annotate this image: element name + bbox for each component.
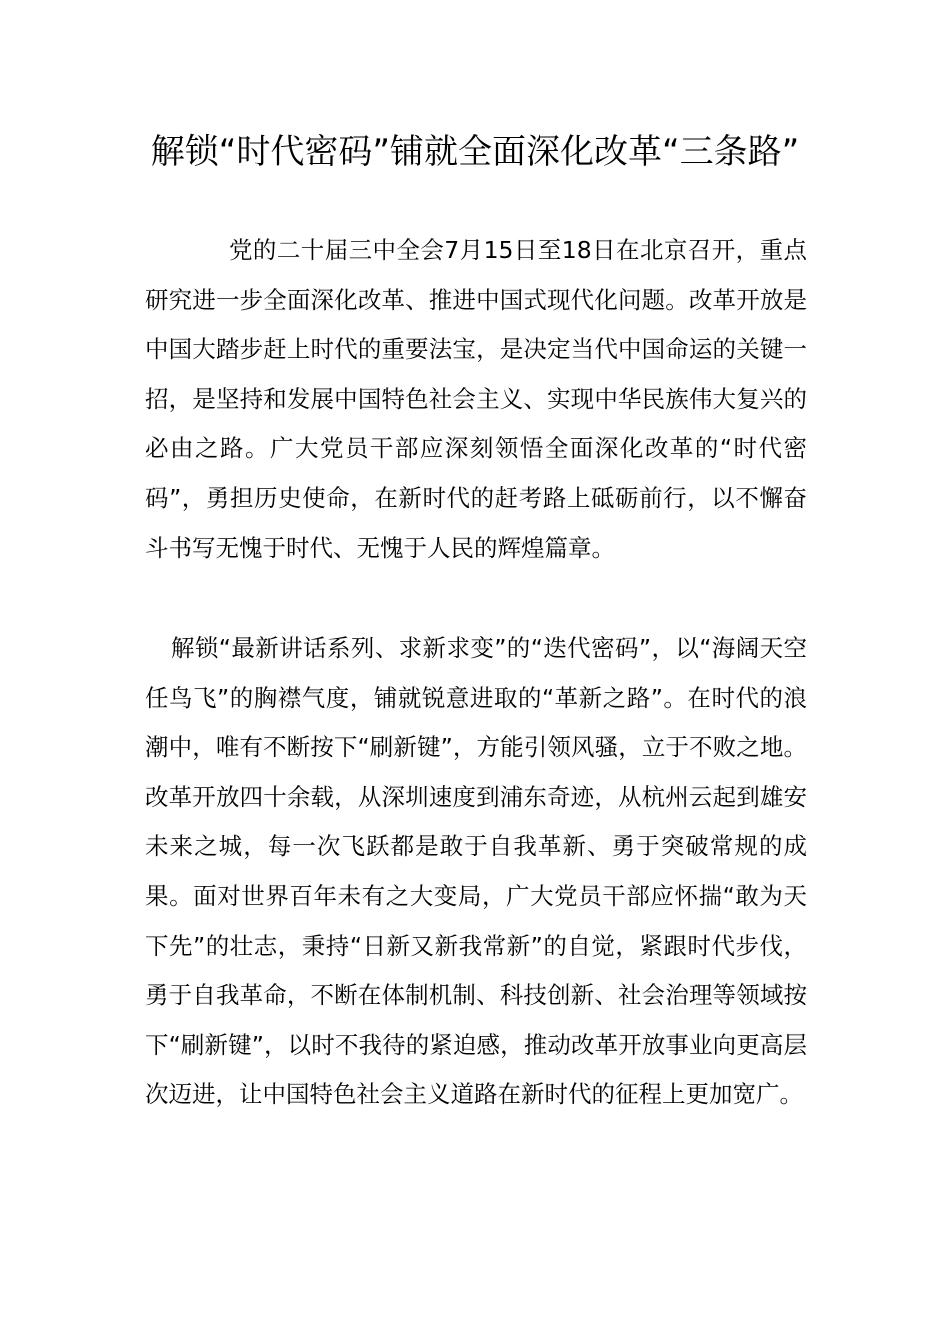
body-paragraph-1: 党的二十届三中全会7月15日至18日在北京召开，重点研究进一步全面深化改革、推进中国式现代化问题。改革开放是中国大踏步赶上时代的重要法宝，是决定当代中国命运的关键一招，是坚持和发展中国特色社会主义、实现中华民族伟大复兴的必由之路。广大党员干部应深刻领悟全面深化改革的“时代密码”，勇担历史使命，在新时代的赶考路上砥砺前行，以不懈奋斗书写无愧于时代、无愧于人民的辉煌篇章。 <box>145 236 807 562</box>
document-title: 解锁“时代密码”铺就全面深化改革“三条路” <box>150 132 800 172</box>
body-paragraph-2: 解锁“最新讲话系列、求新求变”的“迭代密码”，以“海阔天空任鸟飞”的胸襟气度，铺就锐意进取的“革新之路”。在时代的浪潮中，唯有不断按下“刷新键”，方能引领风骚，立于不败之地。改革开放四十余载，从深圳速度到浦东奇迹，从杭州云起到雄安未来之城，每一次飞跃都是敢于自我革新、勇于突破常规的成果。面对世界百年未有之大变局，广大党员干部应怀揣“敢为天下先”的壮志，秉持“日新又新我常新”的自觉，紧跟时代步伐，勇于自我革命，不断在体制机制、科技创新、社会治理等领域按下“刷新键”，以时不我待的紧迫感，推动改革开放事业向更高层次迈进，让中国特色社会主义道路在新时代的征程上更加宽广。 <box>145 634 807 1109</box>
